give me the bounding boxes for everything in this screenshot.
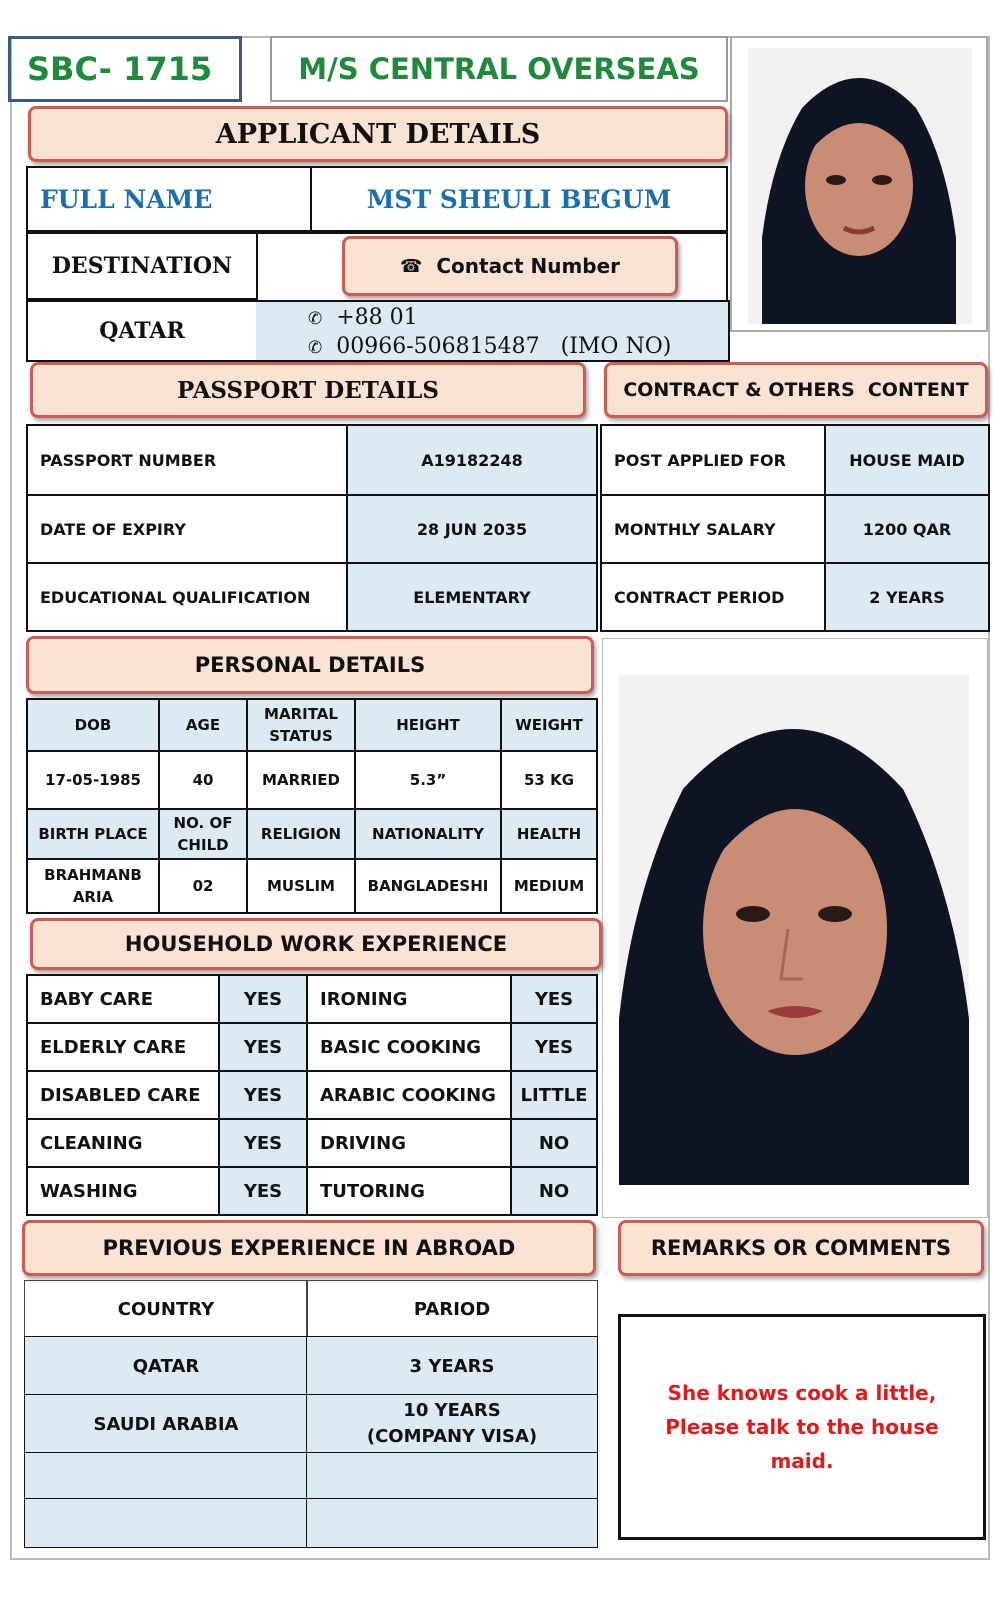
- country-value: SAUDI ARABIA: [93, 1413, 239, 1435]
- contract-header: [604, 362, 988, 418]
- passport-value-0: [346, 424, 598, 496]
- religion-label: RELIGION: [260, 825, 342, 843]
- telephone-icon: ☎: [399, 255, 423, 277]
- contract-label-1: [600, 494, 826, 564]
- skill-value: YES: [534, 1036, 574, 1058]
- passport-number-value: A19182248: [421, 450, 523, 470]
- full-name-value: MST SHEULI BEGUM: [366, 184, 672, 214]
- skill-cell: [26, 974, 220, 1024]
- full-name-label-cell: [26, 166, 312, 232]
- skill-value-cell: [510, 1118, 598, 1168]
- skill-cell: [26, 1022, 220, 1072]
- post-applied-value: HOUSE MAID: [849, 450, 965, 470]
- abroad-country-3: [24, 1498, 308, 1548]
- passport-number-label: PASSPORT NUMBER: [40, 450, 217, 470]
- contract-label-0: [600, 424, 826, 496]
- date-of-expiry-value: 28 JUN 2035: [416, 519, 528, 539]
- education-label: EDUCATIONAL QUALIFICATION: [40, 587, 311, 607]
- period-value: 10 YEARS (COMPANY VISA): [366, 1400, 538, 1447]
- skill-label: ARABIC COOKING: [320, 1084, 496, 1106]
- passport-details-title: PASSPORT DETAILS: [176, 376, 440, 404]
- skill-cell: [306, 1118, 512, 1168]
- abroad-col-period: [306, 1280, 598, 1338]
- skill-label: ELDERLY CARE: [40, 1036, 187, 1058]
- no-of-child-label: NO. OF CHILD: [173, 814, 233, 854]
- passport-label-0: [26, 424, 348, 496]
- destination-label: DESTINATION: [51, 253, 233, 279]
- personal-header-height: [354, 698, 502, 752]
- passport-label-2: [26, 562, 348, 632]
- personal-value-nationality: [354, 858, 502, 914]
- personal-value-weight: [500, 750, 598, 810]
- dob-label: DOB: [74, 716, 112, 734]
- phone-circle-icon: ✆: [308, 338, 323, 358]
- agency-box: [270, 36, 728, 102]
- post-applied-label: POST APPLIED FOR: [614, 450, 786, 470]
- marital-status-label: MARITAL STATUS: [264, 705, 338, 745]
- applicant-photo-small: [730, 36, 988, 332]
- skill-value: YES: [243, 1132, 283, 1154]
- age-label: AGE: [185, 716, 221, 734]
- skill-cell: [306, 1022, 512, 1072]
- phone-line-2: [308, 333, 728, 362]
- passport-label-1: [26, 494, 348, 564]
- personal-value-health: [500, 858, 598, 914]
- personal-value-height: [354, 750, 502, 810]
- skill-value-cell: [218, 1022, 308, 1072]
- skill-label: TUTORING: [320, 1180, 425, 1202]
- contract-value-0: [824, 424, 990, 496]
- destination-value-cell: [26, 300, 258, 362]
- applicant-details-title: APPLICANT DETAILS: [215, 118, 541, 150]
- education-value: ELEMENTARY: [413, 587, 531, 607]
- skill-value: YES: [243, 1084, 283, 1106]
- personal-value-religion: [246, 858, 356, 914]
- passport-details-header: [30, 362, 586, 418]
- monthly-salary-label: MONTHLY SALARY: [614, 519, 776, 539]
- skill-value: YES: [243, 1036, 283, 1058]
- personal-value-age: [158, 750, 248, 810]
- dob-value: 17-05-1985: [45, 771, 141, 789]
- contract-value-1: [824, 494, 990, 564]
- skill-value: NO: [538, 1132, 570, 1154]
- abroad-experience-title: PREVIOUS EXPERIENCE IN ABROAD: [102, 1236, 516, 1260]
- country-value: QATAR: [132, 1355, 200, 1377]
- skill-value-cell: [218, 1118, 308, 1168]
- personal-value-dob: [26, 750, 160, 810]
- personal-header-health: [500, 808, 598, 860]
- birth-place-label: BIRTH PLACE: [38, 825, 148, 843]
- reference-code: SBC- 1715: [27, 50, 213, 88]
- skill-value: NO: [538, 1180, 570, 1202]
- contract-period-label: CONTRACT PERIOD: [614, 587, 785, 607]
- personal-value-marital: [246, 750, 356, 810]
- phone-number-2: 00966-506815487 (IMO NO): [336, 334, 672, 359]
- remarks-header: [618, 1220, 984, 1276]
- height-value: 5.3”: [409, 771, 447, 789]
- nationality-label: NATIONALITY: [372, 825, 484, 843]
- skill-value: YES: [243, 988, 283, 1010]
- remarks-text: She knows cook a little, Please talk to the house maid.: [665, 1381, 939, 1473]
- health-label: HEALTH: [516, 825, 582, 843]
- skill-label: CLEANING: [40, 1132, 143, 1154]
- skill-value-cell: [510, 1070, 598, 1120]
- skill-cell: [306, 1070, 512, 1120]
- religion-value: MUSLIM: [267, 877, 335, 895]
- full-name-value-cell: [310, 166, 728, 232]
- abroad-period-2: [306, 1452, 598, 1500]
- skill-value-cell: [510, 1022, 598, 1072]
- abroad-col-country: [24, 1280, 308, 1338]
- skill-value-cell: [510, 1166, 598, 1216]
- abroad-country-2: [24, 1452, 308, 1500]
- full-name-label: FULL NAME: [40, 184, 213, 214]
- agency-name: M/S CENTRAL OVERSEAS: [298, 52, 700, 86]
- personal-header-religion: [246, 808, 356, 860]
- skill-label: DRIVING: [320, 1132, 406, 1154]
- height-label: HEIGHT: [396, 716, 460, 734]
- personal-header-age: [158, 698, 248, 752]
- skill-label: DISABLED CARE: [40, 1084, 201, 1106]
- personal-header-weight: [500, 698, 598, 752]
- personal-details-header: [26, 636, 594, 694]
- personal-value-children: [158, 858, 248, 914]
- marital-status-value: MARRIED: [262, 771, 340, 789]
- phone-circle-icon: ✆: [308, 309, 323, 329]
- skill-cell: [26, 1070, 220, 1120]
- contract-label-2: [600, 562, 826, 632]
- personal-value-birthplace: [26, 858, 160, 914]
- contact-number-badge: [342, 236, 678, 296]
- skill-value-cell: [218, 1070, 308, 1120]
- birth-place-value: BRAHMANB ARIA: [44, 866, 142, 906]
- skill-cell: [26, 1166, 220, 1216]
- skill-cell: [306, 1166, 512, 1216]
- contract-title: CONTRACT & OTHERS CONTENT: [623, 379, 969, 401]
- skill-label: WASHING: [40, 1180, 138, 1202]
- passport-value-2: [346, 562, 598, 632]
- personal-header-nationality: [354, 808, 502, 860]
- no-of-child-value: 02: [192, 877, 214, 895]
- personal-header-dob: [26, 698, 160, 752]
- abroad-country-0: [24, 1336, 308, 1396]
- weight-label: WEIGHT: [515, 716, 583, 734]
- abroad-period-1: [306, 1394, 598, 1454]
- abroad-period-3: [306, 1498, 598, 1548]
- nationality-value: BANGLADESHI: [367, 877, 489, 895]
- destination-label-cell: [26, 232, 258, 300]
- date-of-expiry-label: DATE OF EXPIRY: [40, 519, 186, 539]
- phone-number-1: +88 01: [336, 305, 418, 330]
- contract-period-value: 2 YEARS: [869, 587, 945, 607]
- applicant-photo-large: [602, 638, 988, 1218]
- skill-label: BASIC COOKING: [320, 1036, 482, 1058]
- abroad-experience-header: [22, 1220, 596, 1276]
- household-experience-title: HOUSEHOLD WORK EXPERIENCE: [124, 932, 508, 956]
- destination-value: QATAR: [99, 318, 185, 344]
- skill-cell: [26, 1118, 220, 1168]
- personal-details-title: PERSONAL DETAILS: [194, 653, 426, 677]
- period-header: PARIOD: [413, 1298, 491, 1320]
- skill-value-cell: [218, 974, 308, 1024]
- skill-value: YES: [243, 1180, 283, 1202]
- age-value: 40: [192, 771, 214, 789]
- skill-value-cell: [218, 1166, 308, 1216]
- passport-value-1: [346, 494, 598, 564]
- applicant-details-header: [28, 106, 728, 162]
- abroad-period-0: [306, 1336, 598, 1396]
- weight-value: 53 KG: [523, 771, 575, 789]
- personal-header-marital: [246, 698, 356, 752]
- country-header: COUNTRY: [117, 1298, 215, 1320]
- health-value: MEDIUM: [513, 877, 585, 895]
- household-experience-header: [30, 918, 602, 970]
- personal-header-birthplace: [26, 808, 160, 860]
- monthly-salary-value: 1200 QAR: [862, 519, 952, 539]
- period-value: 3 YEARS: [409, 1355, 495, 1377]
- skill-value: LITTLE: [520, 1084, 588, 1106]
- phone-line-1: [308, 304, 728, 333]
- skill-cell: [306, 974, 512, 1024]
- remarks-box: [618, 1314, 986, 1540]
- skill-label: BABY CARE: [40, 988, 153, 1010]
- personal-header-children: [158, 808, 248, 860]
- skill-label: IRONING: [320, 988, 408, 1010]
- contract-value-2: [824, 562, 990, 632]
- skill-value: YES: [534, 988, 574, 1010]
- skill-value-cell: [510, 974, 598, 1024]
- contact-number-label: Contact Number: [436, 254, 621, 278]
- reference-code-box: [8, 36, 242, 102]
- abroad-country-1: [24, 1394, 308, 1454]
- remarks-title: REMARKS OR COMMENTS: [650, 1236, 952, 1260]
- phone-numbers-cell: [256, 300, 730, 362]
